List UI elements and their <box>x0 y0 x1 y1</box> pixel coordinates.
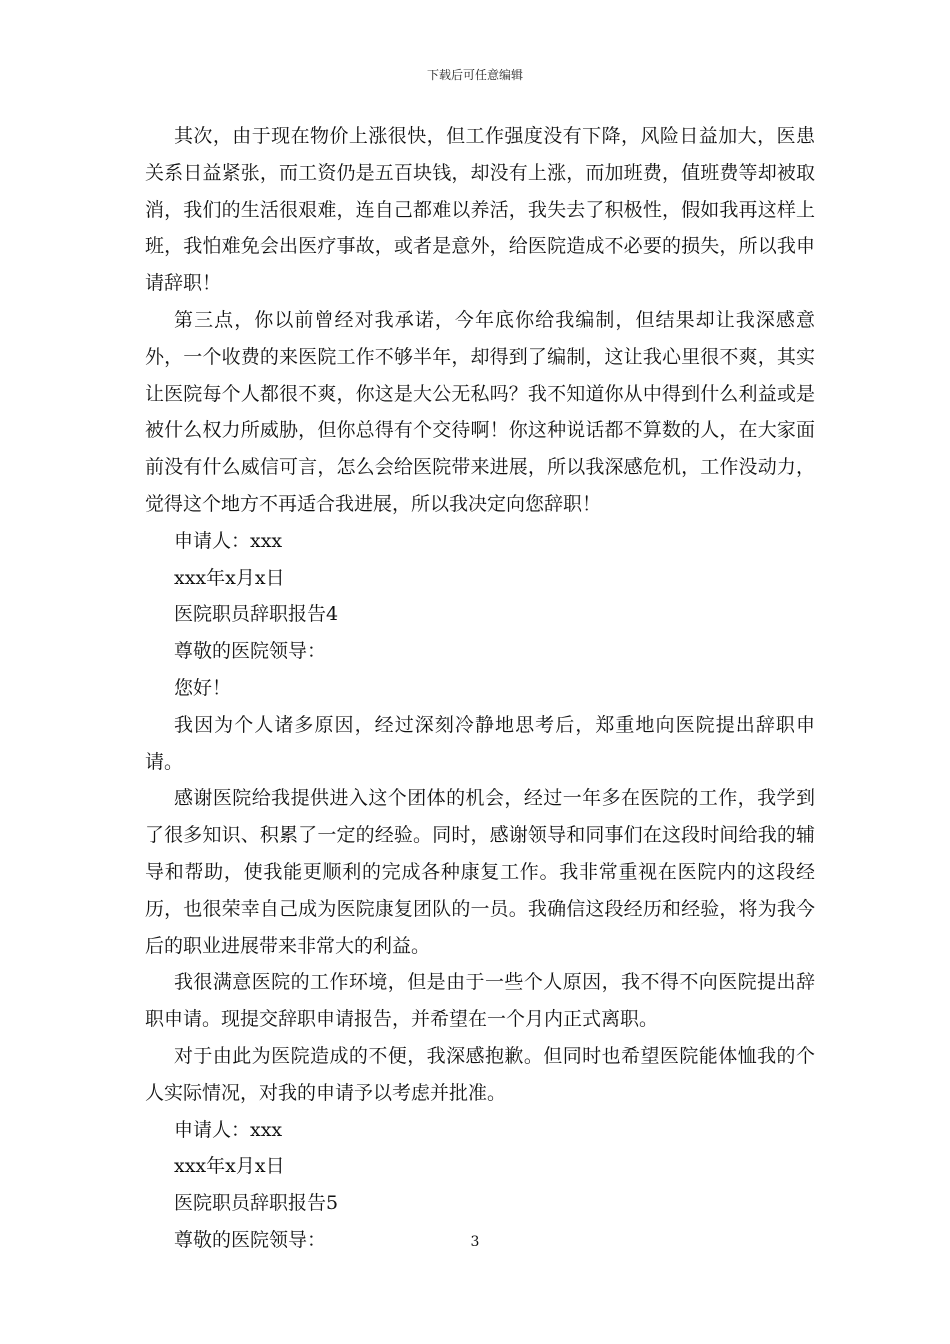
greeting: 您好！ <box>174 676 232 699</box>
report-title-5: 医院职员辞职报告5 <box>174 1192 339 1215</box>
applicant-line: 申请人：xxx <box>174 1118 283 1141</box>
document-body <box>145 118 815 1259</box>
paragraph-thanks: 感谢医院给我提供进入这个团体的机会，经过一年多在医院的工作，我学到了很多知识、积累了一定的经验。同时，感谢领导和同事们在这段时间给我的辅导和帮助，使我能更顺利的完成各种康复工作。我非常重视在医院内的这段经历，也很荣幸自己成为医院康复团队的一员。我确信这段经历和经验，将为我今后的职业进展带来非常大的利益。 <box>145 787 815 957</box>
paragraph-apology: 对于由此为医院造成的不便，我深感抱歉。但同时也希望医院能体恤我的个人实际情况，对我的申请予以考虑并批准。 <box>145 1044 815 1104</box>
date-line: xxx年x月x日 <box>174 566 285 589</box>
paragraph-request: 我很满意医院的工作环境，但是由于一些个人原因，我不得不向医院提出辞职申请。现提交辞职申请报告，并希望在一个月内正式离职。 <box>145 971 815 1031</box>
salutation: 尊敬的医院领导： <box>174 1228 327 1251</box>
paragraph-reason-3: 第三点，你以前曾经对我承诺，今年底你给我编制，但结果却让我深感意外，一个收费的来医院工作不够半年，却得到了编制，这让我心里很不爽，其实让医院每个人都很不爽，你这是大公无私吗？我不知道你从中得到什么利益或是被什么权力所威胁，但你总得有个交待啊！你这种说话都不算数的人，在大家面前没有什么威信可言，怎么会给医院带来进展，所以我深感危机，工作没动力，觉得这个地方不再适合我进展，所以我决定向您辞职！ <box>145 308 815 515</box>
page-header: 下载后可任意编辑 <box>426 68 523 82</box>
report-title-4: 医院职员辞职报告4 <box>174 603 339 626</box>
salutation: 尊敬的医院领导： <box>174 640 327 663</box>
paragraph-reason-2: 其次，由于现在物价上涨很快，但工作强度没有下降，风险日益加大，医患关系日益紧张，而工资仍是五百块钱，却没有上涨，而加班费，值班费等却被取消，我们的生活很艰难，连自己都难以养活，我失去了积极性，假如我再这样上班，我怕难免会出医疗事故，或者是意外，给医院造成不必要的损失，所以我申请辞职！ <box>145 125 815 295</box>
date-line: xxx年x月x日 <box>174 1155 285 1178</box>
paragraph-intro: 我因为个人诸多原因，经过深刻冷静地思考后，郑重地向医院提出辞职申请。 <box>145 713 815 773</box>
applicant-line: 申请人：xxx <box>174 529 283 552</box>
page-number: 3 <box>470 1234 480 1250</box>
